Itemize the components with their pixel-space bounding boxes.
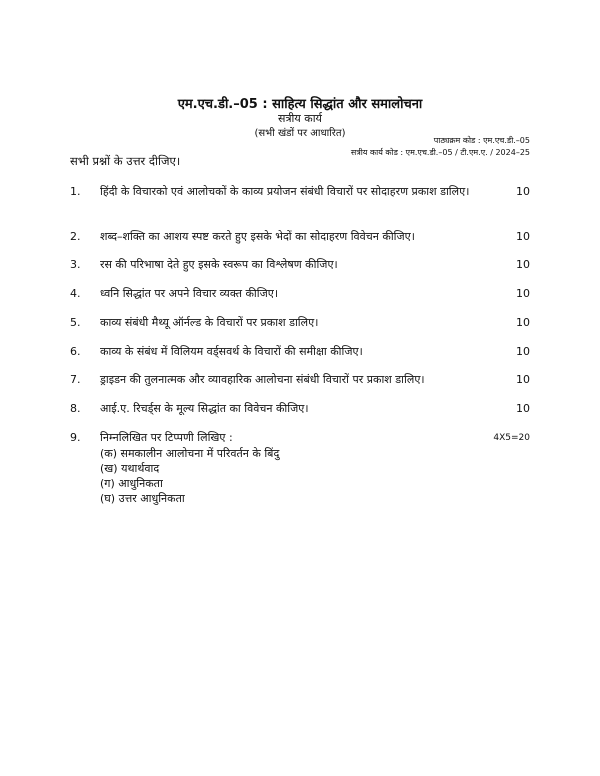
question-text: आई.ए. रिचर्ड्स के मूल्य सिद्धांत का विवेचन कीजिए। [100, 402, 309, 415]
instruction: सभी प्रश्नों के उत्तर दीजिए। [70, 154, 181, 168]
question-number: 2. [70, 230, 81, 243]
question-text: हिंदी के विचारको एवं आलोचकों के काव्य प्रयोजन संबंधी विचारों पर सोदाहरण प्रकाश डालिए। [100, 185, 470, 198]
page-note: (सभी खंडों पर आधारित) [254, 128, 346, 139]
question-number: 6. [70, 345, 81, 358]
list-item: (ख) यथार्थवाद [100, 462, 160, 475]
question-text: रस की परिभाषा देते हुए इसके स्वरूप का विश्लेषण कीजिए। [100, 258, 338, 271]
question-number: 7. [70, 373, 81, 386]
question-number: 9. [70, 431, 81, 444]
question-marks: 10 [516, 316, 530, 329]
question-marks: 10 [516, 230, 530, 243]
question-marks: 10 [516, 345, 530, 358]
question-text: ध्वनि सिद्धांत पर अपने विचार व्यक्त कीजिए। [100, 287, 279, 300]
question-marks: 10 [516, 287, 530, 300]
question-number: 3. [70, 258, 81, 271]
question-number: 4. [70, 287, 81, 300]
question-marks: 4X5=20 [493, 433, 530, 443]
question-marks: 10 [516, 373, 530, 386]
question-text: शब्द–शक्ति का आशय स्पष्ट करते हुए इसके भेदों का सोदाहरण विवेचन कीजिए। [100, 230, 415, 243]
question-text: ड्राइडन की तुलनात्मक और व्यावहारिक आलोचना संबंधी विचारों पर प्रकाश डालिए। [100, 373, 425, 386]
list-item: (क) समकालीन आलोचना में परिवर्तन के बिंदु [100, 447, 280, 460]
page-subtitle: सत्रीय कार्य [278, 112, 322, 125]
question-number: 8. [70, 402, 81, 415]
question-text: काव्य संबंधी मैथ्यू ऑर्नल्ड के विचारों पर प्रकाश डालिए। [100, 316, 319, 329]
question-text: निम्नलिखित पर टिप्पणी लिखिए : [100, 431, 233, 444]
question-number: 5. [70, 316, 81, 329]
question-marks: 10 [516, 402, 530, 415]
list-item: (घ) उत्तर आधुनिकता [100, 492, 185, 505]
question-text: काव्य के संबंध में विलियम वर्ड्सवर्थ के विचारों की समीक्षा कीजिए। [100, 345, 363, 358]
assignment-code: सत्रीय कार्य कोड : एम.एच.डी.–05 / टी.एम.ए. / 2024–25 [350, 148, 530, 157]
question-marks: 10 [516, 185, 530, 198]
list-item: (ग) आधुनिकता [100, 477, 163, 490]
question-marks: 10 [516, 258, 530, 271]
page-title: एम.एच.डी.–05 : साहित्य सिद्धांत और समालोचना [177, 97, 423, 112]
question-body [100, 430, 485, 506]
question-number: 1. [70, 185, 81, 198]
subitem-list [100, 446, 485, 506]
course-code: पाठ्यक्रम कोड : एम.एच.डी.–05 [433, 136, 530, 145]
